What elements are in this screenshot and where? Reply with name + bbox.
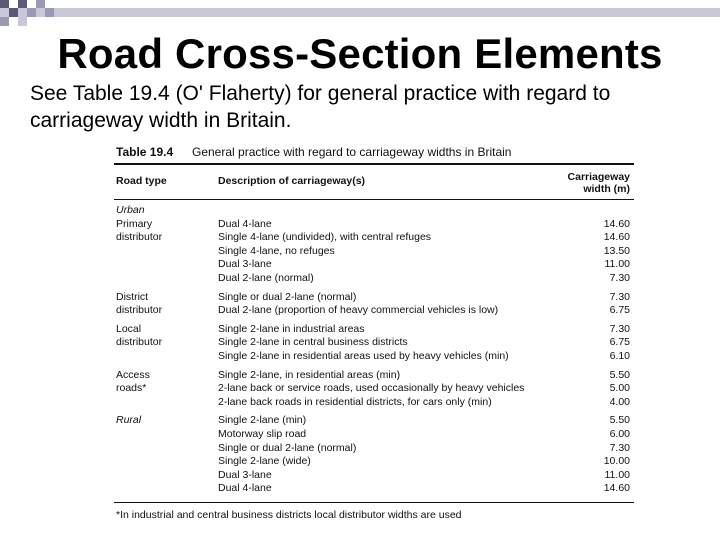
width-cell: 6.10 [609,349,630,362]
table-row [114,350,634,364]
description-cell: Single 2-lane in industrial areas [218,322,365,335]
road-type-cell: Access [116,368,150,381]
header-width-line1: Carriageway [567,171,630,183]
table-caption [114,143,634,163]
width-cell: 6.00 [609,427,630,440]
table-row [114,382,634,396]
road-type-cell: distributor [116,231,163,244]
table-row [114,291,634,305]
description-cell: Single 2-lane, in residential areas (min) [218,368,401,381]
width-cell: 6.75 [609,304,630,317]
width-cell: 14.60 [603,231,630,244]
header-road-type: Road type [116,175,167,187]
road-type-cell: Urban [116,204,145,216]
road-type-cell: Primary [116,217,153,230]
checker-pattern [0,0,720,26]
table-row [114,482,634,496]
width-cell: 5.50 [609,368,630,381]
description-cell: Single or dual 2-lane (normal) [218,290,357,303]
description-cell: Single 4-lane, no refuges [218,244,335,257]
table-row [114,414,634,428]
carriageway-table [114,143,634,521]
description-cell: 2-lane back or service roads, used occasionally by heavy vehicles [218,382,525,395]
table-row [114,455,634,469]
description-cell: Dual 4-lane [218,217,272,230]
road-type-cell: distributor [116,304,163,317]
description-cell: Single 2-lane (min) [218,414,307,427]
width-cell: 5.50 [609,414,630,427]
description-cell: Dual 2-lane (proportion of heavy commercial vehicles is low) [218,304,499,317]
road-type-cell: roads* [116,382,147,395]
road-type-cell: Local [116,322,142,335]
width-cell: 14.60 [603,217,630,230]
slide-title: Road Cross-Section Elements [57,30,663,77]
width-cell: 7.30 [609,271,630,284]
width-cell: 11.00 [604,468,630,481]
width-cell: 13.50 [603,244,630,257]
description-cell: 2-lane back roads in residential districts, for cars only (min) [218,395,492,408]
width-cell: 14.60 [603,482,630,495]
table-bottom-rule [114,502,634,503]
width-cell: 10.00 [603,455,630,468]
description-cell: Motorway slip road [218,427,307,440]
width-cell: 6.75 [609,336,630,349]
header-width [568,171,630,195]
table-row [114,272,634,286]
table-row [114,428,634,442]
description-cell: Single 4-lane (undivided), with central refuges [218,231,432,244]
description-cell: Single 2-lane in residential areas used by heavy vehicles (min) [218,349,509,362]
width-cell: 5.00 [609,382,630,395]
table-body [114,200,634,502]
header-width-line2: width (m) [583,183,630,195]
description-cell: Single 2-lane (wide) [218,455,311,468]
table-row [114,323,634,337]
width-cell: 4.00 [609,395,630,408]
table-row [114,469,634,483]
description-cell: Single or dual 2-lane (normal) [218,441,357,454]
table-row [114,218,634,232]
table-row [114,245,634,259]
width-cell: 7.30 [609,322,630,335]
corner-decoration [0,0,720,26]
road-type-cell: distributor [116,336,163,349]
table-row [114,442,634,456]
description-cell: Dual 2-lane (normal) [218,271,314,284]
table-row [114,258,634,272]
header-description: Description of carriageway(s) [218,175,366,187]
table-number: Table 19.4 [116,145,174,159]
table-row [114,369,634,383]
slide-subtitle: See Table 19.4 (O' Flaherty) for general practice with regard to carriageway width in Britain. [30,82,611,132]
table-row [114,396,634,410]
description-cell: Dual 4-lane [218,482,272,495]
table-row [114,204,634,218]
table-row [114,231,634,245]
table-footnote: *In industrial and central business districts local distributor widths are used [116,508,462,521]
description-cell: Dual 3-lane [218,468,272,481]
width-cell: 11.00 [604,258,630,271]
description-cell: Single 2-lane in central business districts [218,336,408,349]
table-header [114,165,634,199]
table-row [114,336,634,350]
description-cell: Dual 3-lane [218,258,272,271]
road-type-cell: District [116,290,149,303]
table-row [114,304,634,318]
width-cell: 7.30 [609,290,630,303]
table-caption-text: General practice with regard to carriageway widths in Britain [192,145,512,159]
road-type-cell: Rural [116,414,142,427]
width-cell: 7.30 [609,441,630,454]
